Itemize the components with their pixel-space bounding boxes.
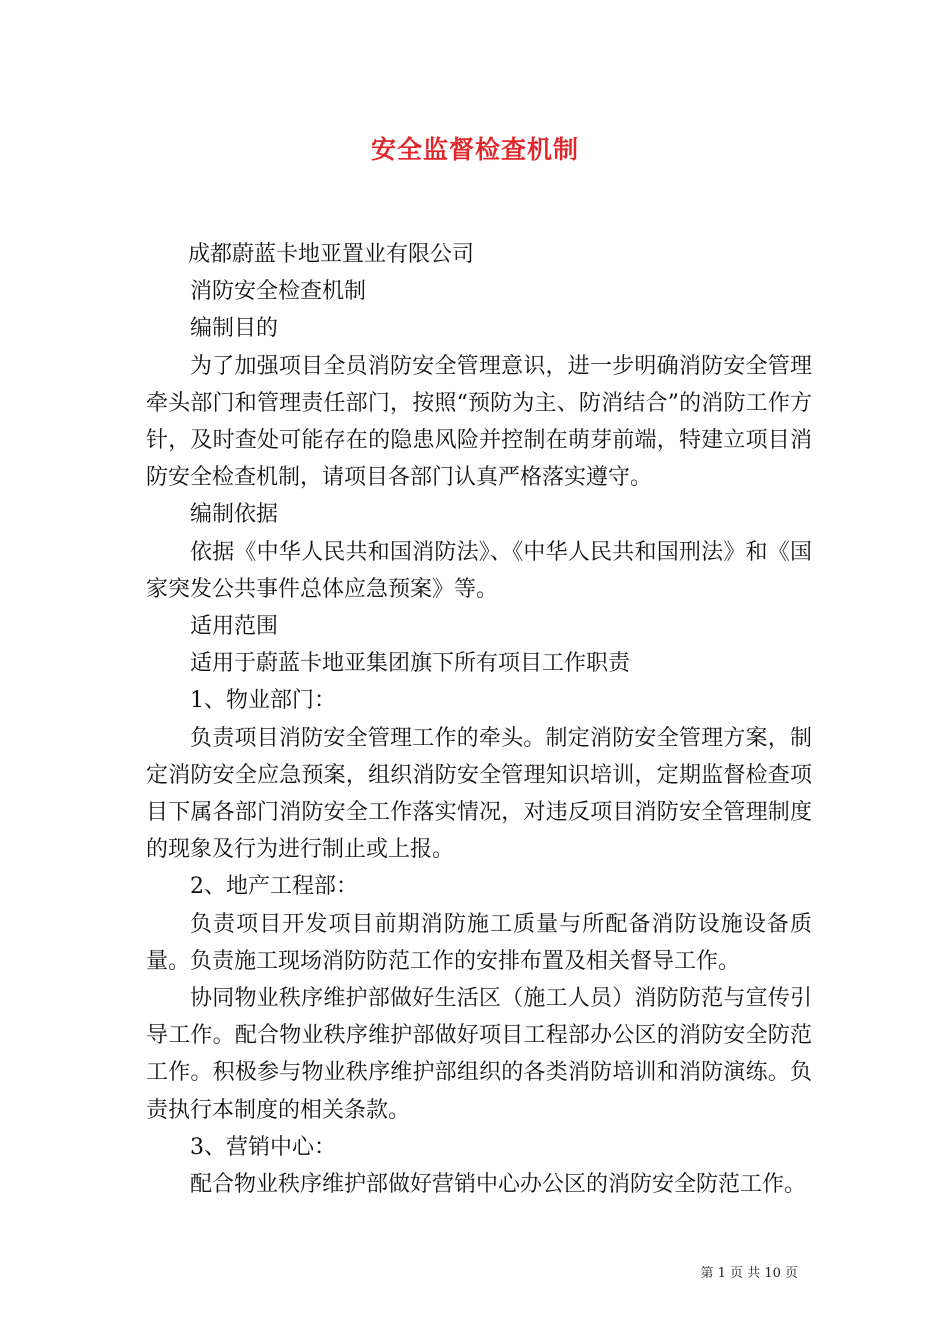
item-heading-marketing: 3、营销中心：: [190, 1134, 336, 1160]
company-name: 成都蔚蓝卡地亚置业有限公司: [188, 242, 475, 267]
item-heading-property: 1、物业部门：: [190, 688, 336, 714]
engineering-paragraph-1: 负责项目开发项目前期消防施工质量与所配备消防设施设备质量。负责施工现场消防防范工作的安排布置及相关督导工作。: [146, 911, 812, 974]
section-heading-basis: 编制依据: [190, 502, 279, 528]
section-heading-mechanism: 消防安全检查机制: [190, 279, 367, 305]
section-heading-scope: 适用范围: [190, 614, 279, 640]
purpose-paragraph: 为了加强项目全员消防安全管理意识，进一步明确消防安全管理牵头部门和管理责任部门，按照“预防为主、防消结合”的消防工作方针，及时查处可能存在的隐患风险并控制在萌芽前端，特建立项目消防安全检查机制，请项目各部门认真严格落实遵守。: [146, 353, 812, 491]
basis-paragraph: 依据《中华人民共和国消防法》、《中华人民共和国刑法》和《国家突发公共事件总体应急预案》等。: [146, 539, 812, 602]
item-heading-engineering: 2、地产工程部：: [190, 874, 358, 900]
document-body: [146, 236, 812, 1203]
property-paragraph: 负责项目消防安全管理工作的牵头。制定消防安全管理方案，制定消防安全应急预案，组织消防安全管理知识培训，定期监督检查项目下属各部门消防安全工作落实情况，对违反项目消防安全管理制度的现象及行为进行制止或上报。: [146, 725, 812, 863]
document-title: 安全监督检查机制: [370, 135, 579, 164]
marketing-paragraph: 配合物业秩序维护部做好营销中心办公区的消防安全防范工作。: [190, 1172, 807, 1198]
scope-paragraph: 适用于蔚蓝卡地亚集团旗下所有项目工作职责: [190, 651, 631, 677]
section-heading-purpose: 编制目的: [190, 316, 279, 342]
page-number: 第 1 页 共 10 页: [700, 1266, 798, 1281]
engineering-paragraph-2: 协同物业秩序维护部做好生活区（施工人员）消防防范与宣传引导工作。配合物业秩序维护部做好项目工程部办公区的消防安全防范工作。积极参与物业秩序维护部组织的各类消防培训和消防演练。负责执行本制度的相关条款。: [146, 986, 812, 1123]
